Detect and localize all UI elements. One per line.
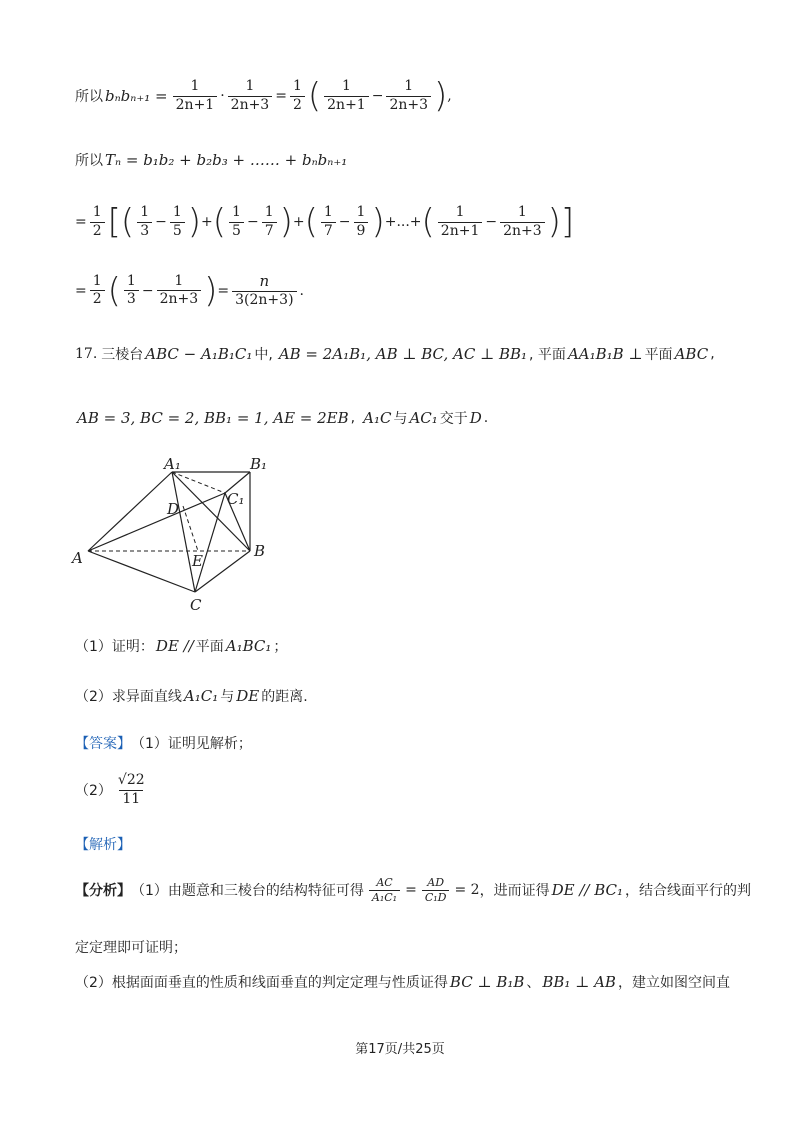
label-c: C [190,596,202,614]
edge-cb [195,551,250,592]
answer-tag: 【答案】 [75,736,131,752]
equation-line-4: = $\frac{1}{2}$ ( $\frac{1}{3}$ − $\frac{1}{2n+3}$ ) = $\frac{n}{3(2n+3)}$ . [75,270,304,311]
edge-ac [88,551,195,592]
edge-a1a [88,472,172,551]
fenxi-line-2: 定定理即可证明； [75,940,187,956]
frustum-figure [70,448,310,618]
text-suoyi: 所以 [75,89,103,105]
part-1: （1）证明： DE // 平面 A₁BC₁ ； [75,637,288,655]
part-2: （2）求异面直线 A₁C₁ 与 DE 的距离. [75,687,308,705]
fenxi-line-1: 【分析】 （1）由题意和三棱台的结构特征可得 $\frac{AC}{\text{A₁C₁}}$ = $\frac{AD}{\text{C₁D}}$ = 2 ，进而证得 DE // BC₁ ，结合线面平行的判 [75,876,751,904]
label-b1: B₁ [250,455,268,473]
edge-a1c [172,472,195,592]
equation-line-2: 所以 Tₙ = b₁b₂ + b₂b₃ + …… + bₙbₙ₊₁ [75,151,348,169]
fraction: $\frac{1}{2n+1}$ [173,78,218,114]
answer-2: （2） $\frac{√22}{11}$ [75,772,145,807]
page-footer: 第17页/共25页 [355,1042,445,1057]
edge-c1c [195,493,225,592]
problem-17-line-1: 17. 三棱台 ABC − A₁B₁C₁ 中, AB = 2A₁B₁, AB ⊥ BC, AC ⊥ BB₁ , 平面 AA₁B₁B ⊥ 平面 ABC , [75,345,715,363]
fraction: $\frac{1}{2n+3}$ [386,78,431,114]
math-sum: Tₙ = b₁b₂ + b₂b₃ + …… + bₙbₙ₊₁ [105,151,348,169]
label-a: A [72,549,83,567]
problem-17-line-2: AB = 3, BC = 2, BB₁ = 1, AE = 2EB , A₁C 与 AC₁ 交于 D . [77,409,489,427]
fraction: $\frac{1}{2n+3}$ [228,78,273,114]
equation-line-1: 所以 bₙbₙ₊₁ = $\frac{1}{2n+1}$ · $\frac{1}{2n+3}$ = $\frac{1}{2}$ ( $\frac{1}{2n+1}$ − $\frac{1}{2n+3}$ ) , [75,76,452,116]
label-c1: C₁ [227,490,245,508]
label-d: D [167,500,180,518]
fenxi-line-3: （2）根据面面垂直的性质和线面垂直的判定定理与性质证得 BC ⊥ B₁B 、 BB₁ ⊥ AB ，建立如图空间直 [75,973,730,991]
edge-a1c1-dashed [172,472,225,493]
analysis-tag: 【解析】 [75,837,131,853]
fraction: $\frac{1}{2n+1}$ [324,78,369,114]
math-lhs: bₙbₙ₊₁ = [105,87,168,105]
label-e: E [192,552,203,570]
equation-line-3: = $\frac{1}{2}$ [ ( $\frac{1}{3}$ − $\frac{1}{5}$ ) + ( $\frac{1}{5}$ − $\frac{1}{7}$ ) + ( $\frac{1}{7}$ − $\frac{1}{9}$ ) +...+ ( $\frac{1}{2n+1}$ − $\frac{1}{2n+3}$ ) ] [75,202,575,242]
edge-ac1 [88,493,225,551]
problem-number: 17. [75,346,98,362]
label-a1: A₁ [164,455,181,473]
fraction: $\frac{1}{2}$ [290,78,305,114]
answer-line: 【答案】 （1）证明见解析； [75,733,252,753]
label-b: B [254,542,266,560]
